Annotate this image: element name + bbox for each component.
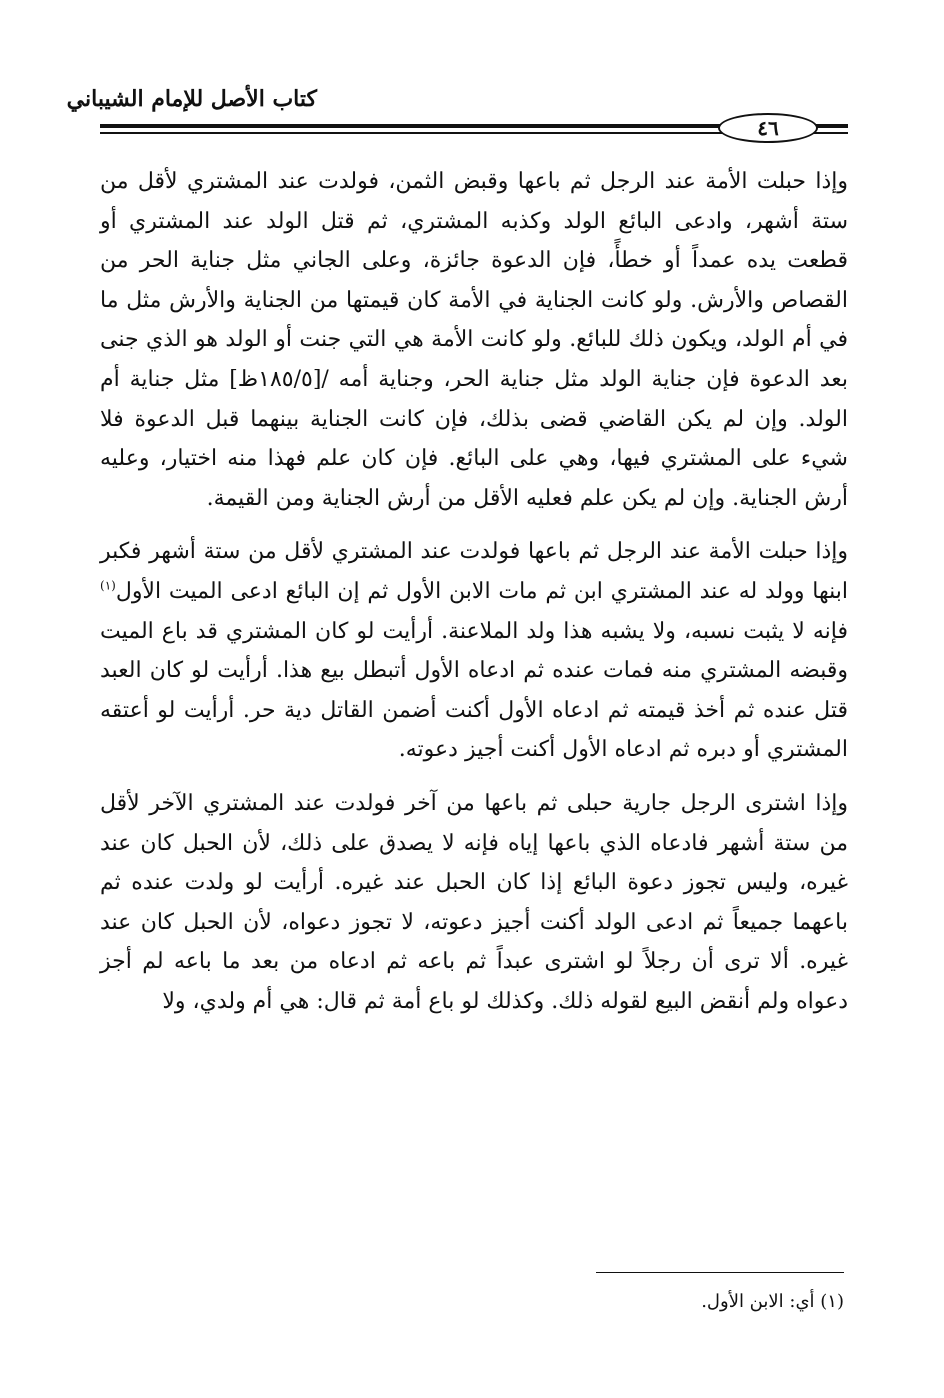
paragraph-2: [100, 532, 848, 770]
footnote-reference: (١): [100, 578, 116, 593]
footnote-separator: [596, 1272, 844, 1273]
main-text-body: [100, 162, 848, 1021]
page-number-badge: [718, 113, 818, 143]
page-number: ٤٦: [757, 116, 779, 140]
paragraph-1: وإذا حبلت الأمة عند الرجل ثم باعها وقبض الثمن، فولدت عند المشتري لأقل من ستة أشهر، وادعى البائع الولد وكذبه المشتري، ثم قتل الولد عند المشتري أو قطعت يده عمداً أو خطأً، فإن الدعوة جائزة، وعلى الجاني مثل جناية الحر من القصاص والأرش. ولو كانت الجناية في الأمة كان قيمتها من الجناية والأرش مثل ما في أم الولد، ويكون ذلك للبائع. ولو كانت الأمة هي التي جنت أو الولد هو الذي جنى بعد الدعوة فإن جناية الولد مثل جناية الحر، وجناية أمه /[١٨٥/٥ظ] مثل جناية أم الولد. وإن لم يكن القاضي قضى بذلك، فإن كانت الجناية بينهما قبل الدعوة فلا شيء على المشتري فيها، وهي على البائع. فإن كان علم فهذا منه اختيار، وعليه أرش الجناية. وإن لم يكن علم فعليه الأقل من أرش الجناية ومن القيمة.: [100, 169, 848, 511]
book-title-header: كتاب الأصل للإمام الشيباني: [66, 86, 317, 112]
paragraph-3: وإذا اشترى الرجل جارية حبلى ثم باعها من آخر فولدت عند المشتري الآخر لأقل من ستة أشهر فادعاه الذي باعها إياه فإنه لا يصدق على ذلك، لأن الحبل كان عند غيره، وليس تجوز دعوة البائع إذا كان الحبل عند غيره. أرأيت لو ولدت عنده ثم باعهما جميعاً ثم ادعى الولد أكنت أجيز دعوته، لا تجوز دعواه، لأن الحبل كان عند غيره. ألا ترى أن رجلاً لو اشترى عبداً ثم باعه ثم ادعاه من بعد ما باعه لم أجز دعواه ولم أنقض البيع لقوله ذلك. وكذلك لو باع أمة ثم قال: هي أم ولدي، ولا: [100, 790, 848, 1014]
paragraph-2-part-2: فإنه لا يثبت نسبه، ولا يشبه هذا ولد الملاعنة. أرأيت لو كان المشتري قد باع الميت وقبضه المشتري منه فمات عنده ثم ادعاه الأول أتبطل بيع هذا. أرأيت لو كان العبد قتل عنده ثم أخذ قيمته ثم ادعاه الأول أكنت أضمن القاتل دية حر. أرأيت لو أعتقه المشتري أو دبره ثم ادعاه الأول أكنت أجيز دعوته.: [100, 618, 848, 763]
footnote: (١) أي: الابن الأول.: [701, 1291, 844, 1312]
paragraph-2-part-1: وإذا حبلت الأمة عند الرجل ثم باعها فولدت عند المشتري لأقل من ستة أشهر فكبر ابنها وولد له عند المشتري ابن ثم مات الابن الأول ثم إن البائع ادعى الميت الأول: [100, 539, 848, 604]
